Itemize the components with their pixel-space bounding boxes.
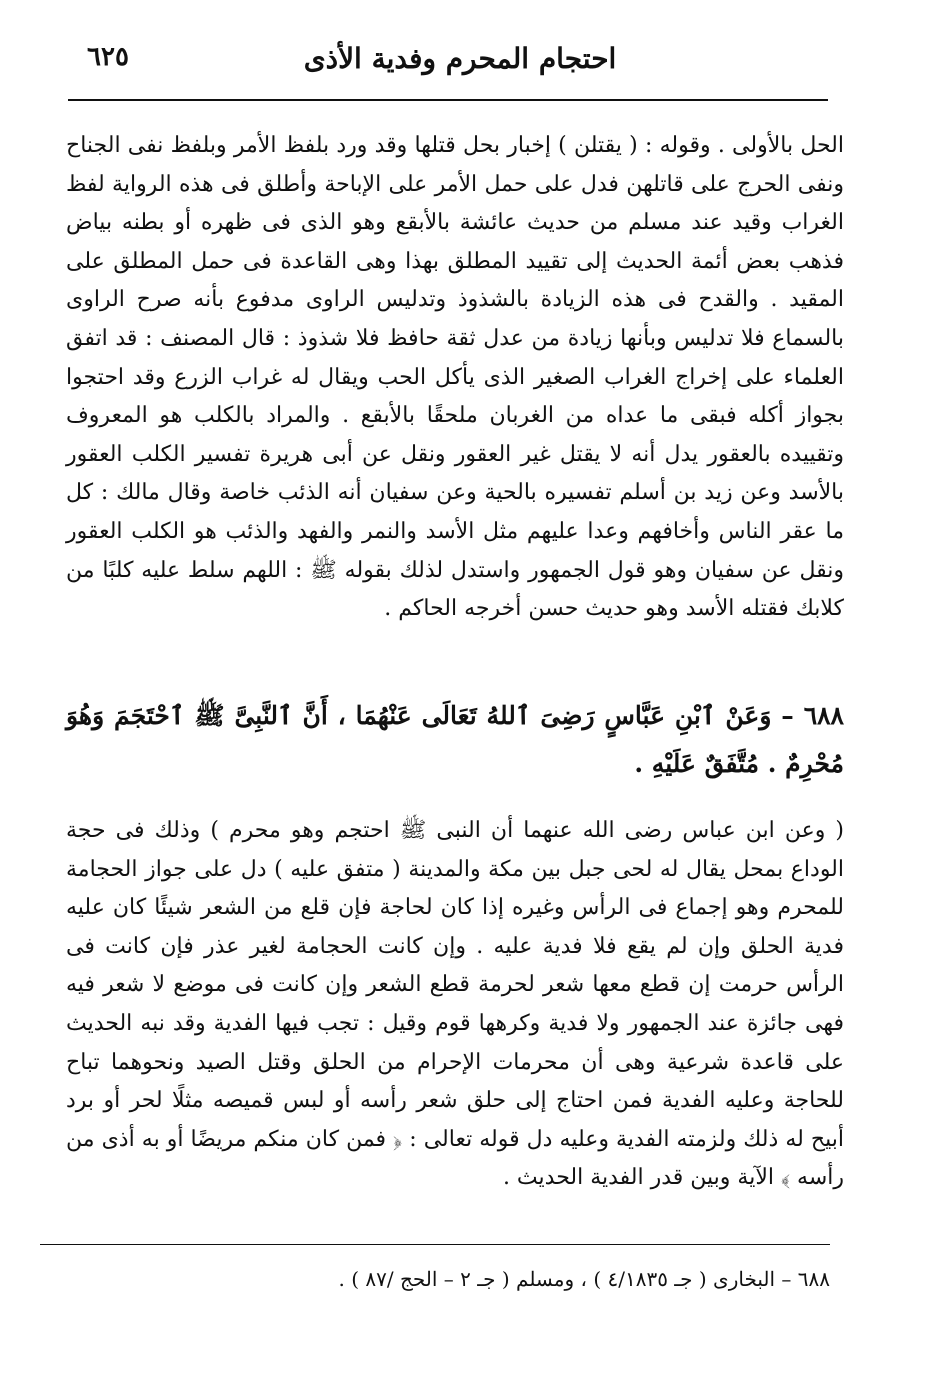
page-number: ٦٢٥ [87, 42, 129, 72]
commentary-paragraph-2: ( وعن ابن عباس رضى الله عنهما أن النبى ﷺ احتجم وهو محرم ) وذلك فى حجة الوداع بمحل يقال له لحى جبل بين مكة والمدينة ( متفق عليه ) دل على جواز الحجامة للمحرم وهو إجماع فى الرأس وغيره إذا كان لحاجة فإن قلع من الشعر شيئًا كان عليه فدية الحلق وإن لم يقع فلا فدية عليه . وإن كانت الحجامة لغير عذر فإن كانت فى الرأس حرمت إن قطع معها شعر لحرمة قطع الشعر وإن كانت فى موضع لا شعر فيه فهى جائزة عند الجمهور ولا فدية وكرهها قوم وقيل : تجب فيها الفدية وقد نبه الحديث على قاعدة شرعية وهى أن محرمات الإحرام من الحلق وقتل الصيد ونحوهما تباح للحاجة وعليه الفدية فمن احتاج إلى حلق شعر رأسه أو لبس قميصه مثلًا لحر أو برد أبيح له ذلك ولزمته الفدية وعليه دل قوله تعالى : ﴿ فمن كان منكم مريضًا أو به أذى من رأسه ﴾ الآية وبين قدر الفدية الحديث . [66, 818, 844, 1191]
header-divider [68, 99, 828, 101]
commentary-paragraph-1: الحل بالأولى . وقوله : ( يقتلن ) إخبار بحل قتلها وقد ورد بلفظ الأمر وبلفظ نفى الجناح ونفى الحرج على قاتلهن فدل على حمل الأمر على الإباحة وأطلق فى هذه الرواية لفظ الغراب وقيد عند مسلم من حديث عائشة بالأبقع وهو الذى فى ظهره أو بطنه بياض فذهب بعض أئمة الحديث إلى تقييد المطلق بهذا وهى القاعدة فى حمل المطلق على المقيد . والقدح فى هذه الزيادة بالشذوذ وتدليس الراوى مدفوع بأنه صرح الراوى بالسماع فلا تدليس وبأنها زيادة من عدل ثقة حافظ فلا شذوذ : قال المصنف : قد اتفق العلماء على إخراج الغراب الصغير الذى يأكل الحب ويقال له غراب الزرع وقد احتجوا بجواز أكله فبقى ما عداه من الغربان ملحقًا بالأبقع . والمراد بالكلب هو المعروف وتقييده بالعقور يدل أنه لا يقتل غير العقور ونقل عن أبى هريرة تفسير الكلب العقور بالأسد وعن زيد بن أسلم تفسيره بالحية وعن سفيان أنه الذئب خاصة وقال مالك : كل ما عقر الناس وأخافهم وعدا عليهم مثل الأسد والنمر والفهد والذئب هو الكلب العقور ونقل عن سفيان وهو قول الجمهور واستدل لذلك بقوله ﷺ : اللهم سلط عليه كلبًا من كلابك فقتله الأسد وهو حديث حسن أخرجه الحاكم . [66, 133, 844, 622]
page-title: احتجام المحرم وفدية الأذى [303, 42, 617, 75]
hadith-text: ٦٨٨ – وَعَنْ ٱبْنِ عَبَّاسٍ رَضِىَ ٱللهُ تَعَالَى عَنْهُمَا ، أَنَّ ٱلنَّبِىَّ ﷺ ٱحْتَجَمَ وَهُوَ مُحْرِمٌ . مُتَّفَقٌ عَلَيْهِ . [66, 701, 844, 778]
footnote: ٦٨٨ – البخارى ( جـ ٤/١٨٣٥ ) ، ومسلم ( جـ ٢ – الحج /٨٧ ) . [338, 1267, 830, 1291]
footnote-divider [40, 1244, 830, 1245]
